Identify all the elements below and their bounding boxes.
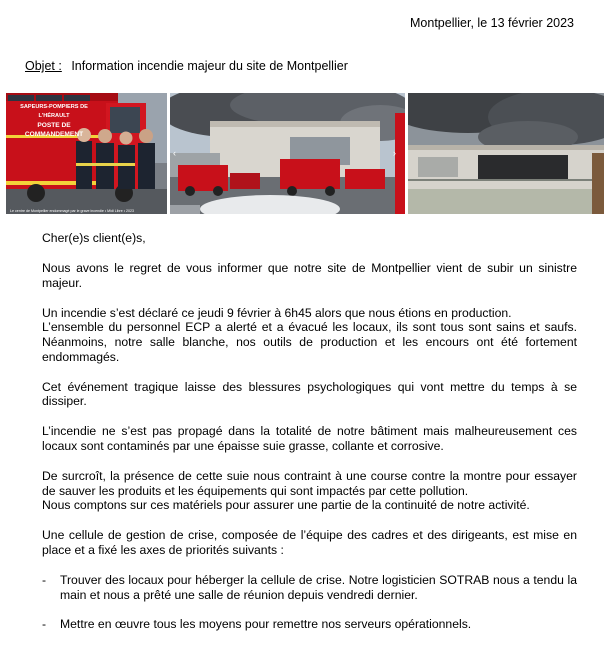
- paragraph-2a: Un incendie s’est déclaré ce jeudi 9 février à 6h45 alors que nous étions en production.: [42, 305, 512, 320]
- priority-list: [42, 573, 577, 631]
- photo-burnt-building: [408, 93, 604, 214]
- carousel-prev-arrow[interactable]: ‹: [173, 148, 176, 158]
- paragraph-3: Cet événement tragique laisse des blessures psychologiques qui vont mettre du temps à se dissiper.: [42, 379, 577, 409]
- truck-lettering-2: POSTE DE: [37, 122, 71, 129]
- list-item: [42, 573, 577, 602]
- greeting: Cher(e)s client(e)s,: [42, 231, 146, 245]
- paragraph-5b: Nous comptons sur ces matériels pour assurer une partie de la continuité de notre activité.: [42, 498, 530, 513]
- paragraph-4: L’incendie ne s’est pas propagé dans la totalité de notre bâtiment mais malheureusement ces locaux sont contaminés par une épaisse suie grasse, collante et corrosive.: [42, 424, 577, 453]
- subject-label: Objet :: [25, 59, 62, 73]
- subject-line: [25, 59, 348, 73]
- list-item: [42, 617, 577, 632]
- truck-lettering-3: COMMANDEMENT: [24, 131, 84, 138]
- paragraph-1: Nous avons le regret de vous informer que notre site de Montpellier vient de subir un sinistre majeur.: [42, 261, 577, 290]
- photo-strip: [6, 93, 604, 214]
- subject-text: Information incendie majeur du site de Montpellier: [71, 59, 348, 73]
- bullet-dash: -: [42, 573, 47, 587]
- paragraph-6: Une cellule de gestion de crise, composée de l’équipe des cadres et des dirigeants, est mise en place et a fixé les axes de priorités suivants :: [42, 528, 577, 557]
- letter-body: [42, 231, 577, 646]
- date-line: Montpellier, le 13 février 2023: [410, 16, 574, 30]
- truck-lettering-1: SAPEURS-POMPIERS DE L'HÉRAULT: [20, 104, 88, 119]
- bullet-dash: -: [42, 616, 47, 631]
- paragraph-5a: De surcroît, la présence de cette suie nous contraint à une course contre la montre pour essayer de sauver les produits et les équipements qui sont impactés par cette pollution.: [42, 469, 577, 498]
- carousel-next-arrow[interactable]: ›: [393, 148, 396, 158]
- list-item-text: Trouver des locaux pour héberger la cellule de crise. Notre logisticien SOTRAB nous a tendu la main et nous a prêté une salle de réunion depuis vendredi dernier.: [60, 573, 577, 602]
- photo-command-truck: [6, 93, 167, 214]
- paragraph-2b: L’ensemble du personnel ECP a alerté et a évacué les locaux, ils sont tous sont sains et saufs. Néanmoins, notre salle blanche, nos outils de production et les encours ont été fortement endommagés.: [42, 320, 577, 364]
- photo-building-smoke: [170, 93, 405, 214]
- photo-caption: Le centre de Montpellier endommagé par le grave incendie • Midi Libre • 2023: [10, 209, 134, 213]
- list-item-text: Mettre en œuvre tous les moyens pour remettre nos serveurs opérationnels.: [60, 616, 472, 631]
